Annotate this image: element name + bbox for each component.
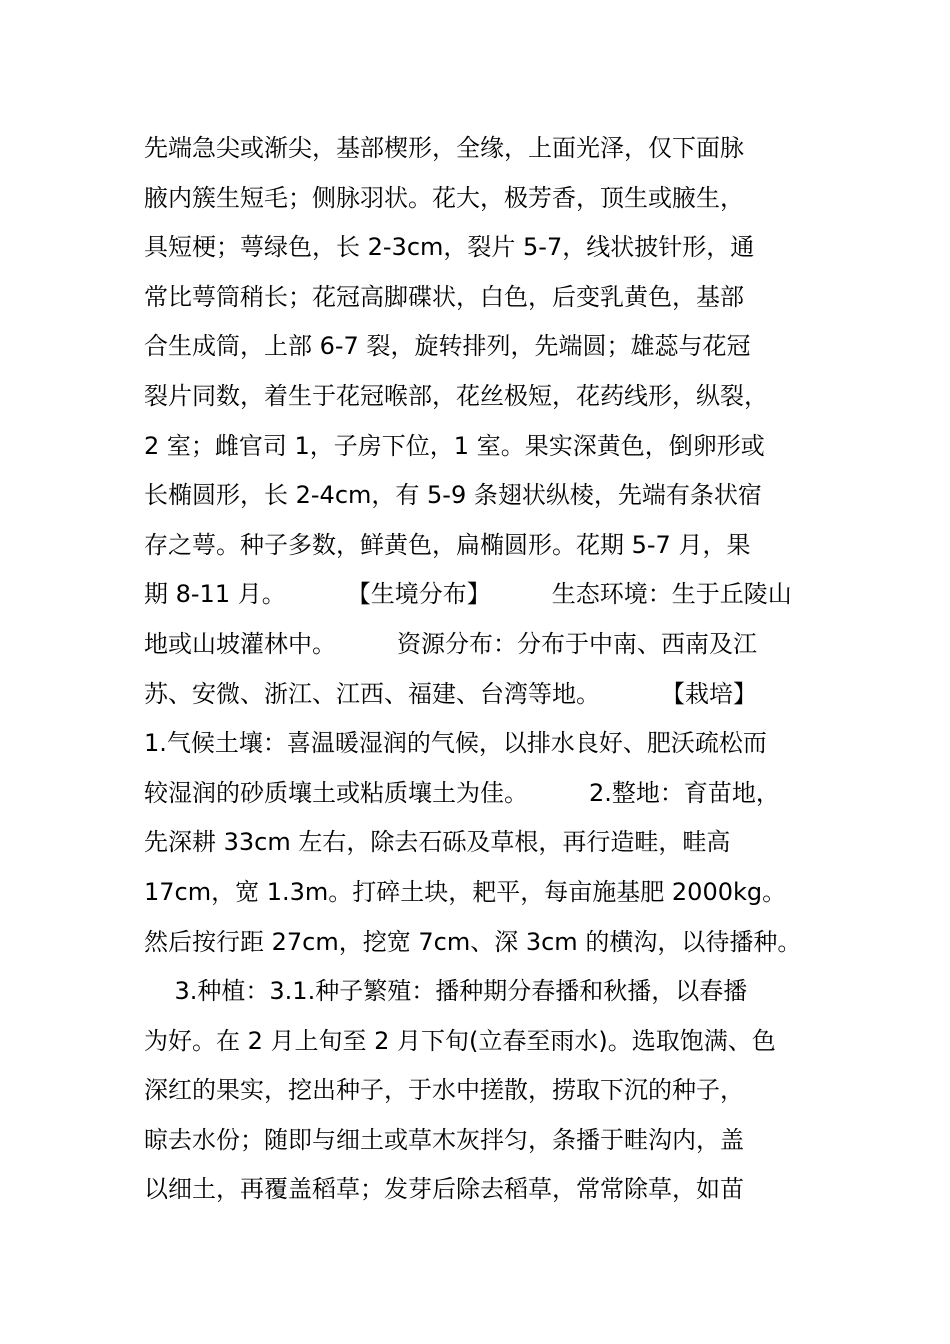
text-line: 存之萼。种子多数，鲜黄色，扁椭圆形。花期 5-7 月，果: [144, 530, 751, 559]
text-line: 1.气候土壤：喜温暖湿润的气候，以排水良好、肥沃疏松而: [144, 729, 767, 758]
text-line: 为好。在 2 月上旬至 2 月下旬(立春至雨水)。选取饱满、色: [144, 1026, 776, 1055]
text-line: 裂片同数，着生于花冠喉部，花丝极短，花药线形，纵裂，: [144, 381, 768, 410]
text-line: 苏、安微、浙江、江西、福建、台湾等地。 【栽培】: [144, 679, 758, 708]
text-line: 期 8-11 月。 【生境分布】 生态环境：生于丘陵山: [144, 580, 792, 609]
text-line: 具短梗；萼绿色，长 2-3cm，裂片 5-7，线状披针形，通: [144, 233, 755, 262]
text-line: 17cm，宽 1.3m。打碎土块，耙平，每亩施基肥 2000kg。: [144, 877, 787, 906]
text-line: 先深耕 33cm 左右，除去石砾及草根，再行造畦，畦高: [144, 828, 731, 857]
text-line: 地或山坡灌林中。 资源分布：分布于中南、西南及江: [144, 629, 758, 658]
text-line: 以细土，再覆盖稻草；发芽后除去稻草，常常除草，如苗: [144, 1175, 744, 1204]
text-line: 先端急尖或渐尖，基部楔形，全缘，上面光泽，仅下面脉: [144, 134, 744, 162]
text-line: 常比萼筒稍长；花冠高脚碟状，白色，后变乳黄色，基部: [144, 282, 744, 311]
text-line: 合生成筒，上部 6-7 裂，旋转排列，先端圆；雄蕊与花冠: [144, 332, 751, 361]
text-line: 3.种植：3.1.种子繁殖：播种期分春播和秋播，以春播: [144, 977, 748, 1006]
text-line: 较湿润的砂质壤土或粘质壤土为佳。 2.整地：育苗地，: [144, 778, 780, 807]
text-line: 长椭圆形，长 2-4cm，有 5-9 条翅状纵棱，先端有条状宿: [144, 481, 762, 510]
text-line: 晾去水份；随即与细土或草木灰拌匀，条播于畦沟内，盖: [144, 1125, 744, 1154]
body-text: [144, 124, 824, 1215]
text-line: 2 室；雌官司 1，子房下位，1 室。果实深黄色，倒卵形或: [144, 431, 765, 460]
text-line: 腋内簇生短毛；侧脉羽状。花大，极芳香，顶生或腋生，: [144, 183, 744, 212]
text-line: 然后按行距 27cm，挖宽 7cm、深 3cm 的横沟，以待播种。: [144, 927, 802, 956]
text-line: 深红的果实，挖出种子，于水中搓散，捞取下沉的种子，: [144, 1076, 744, 1105]
